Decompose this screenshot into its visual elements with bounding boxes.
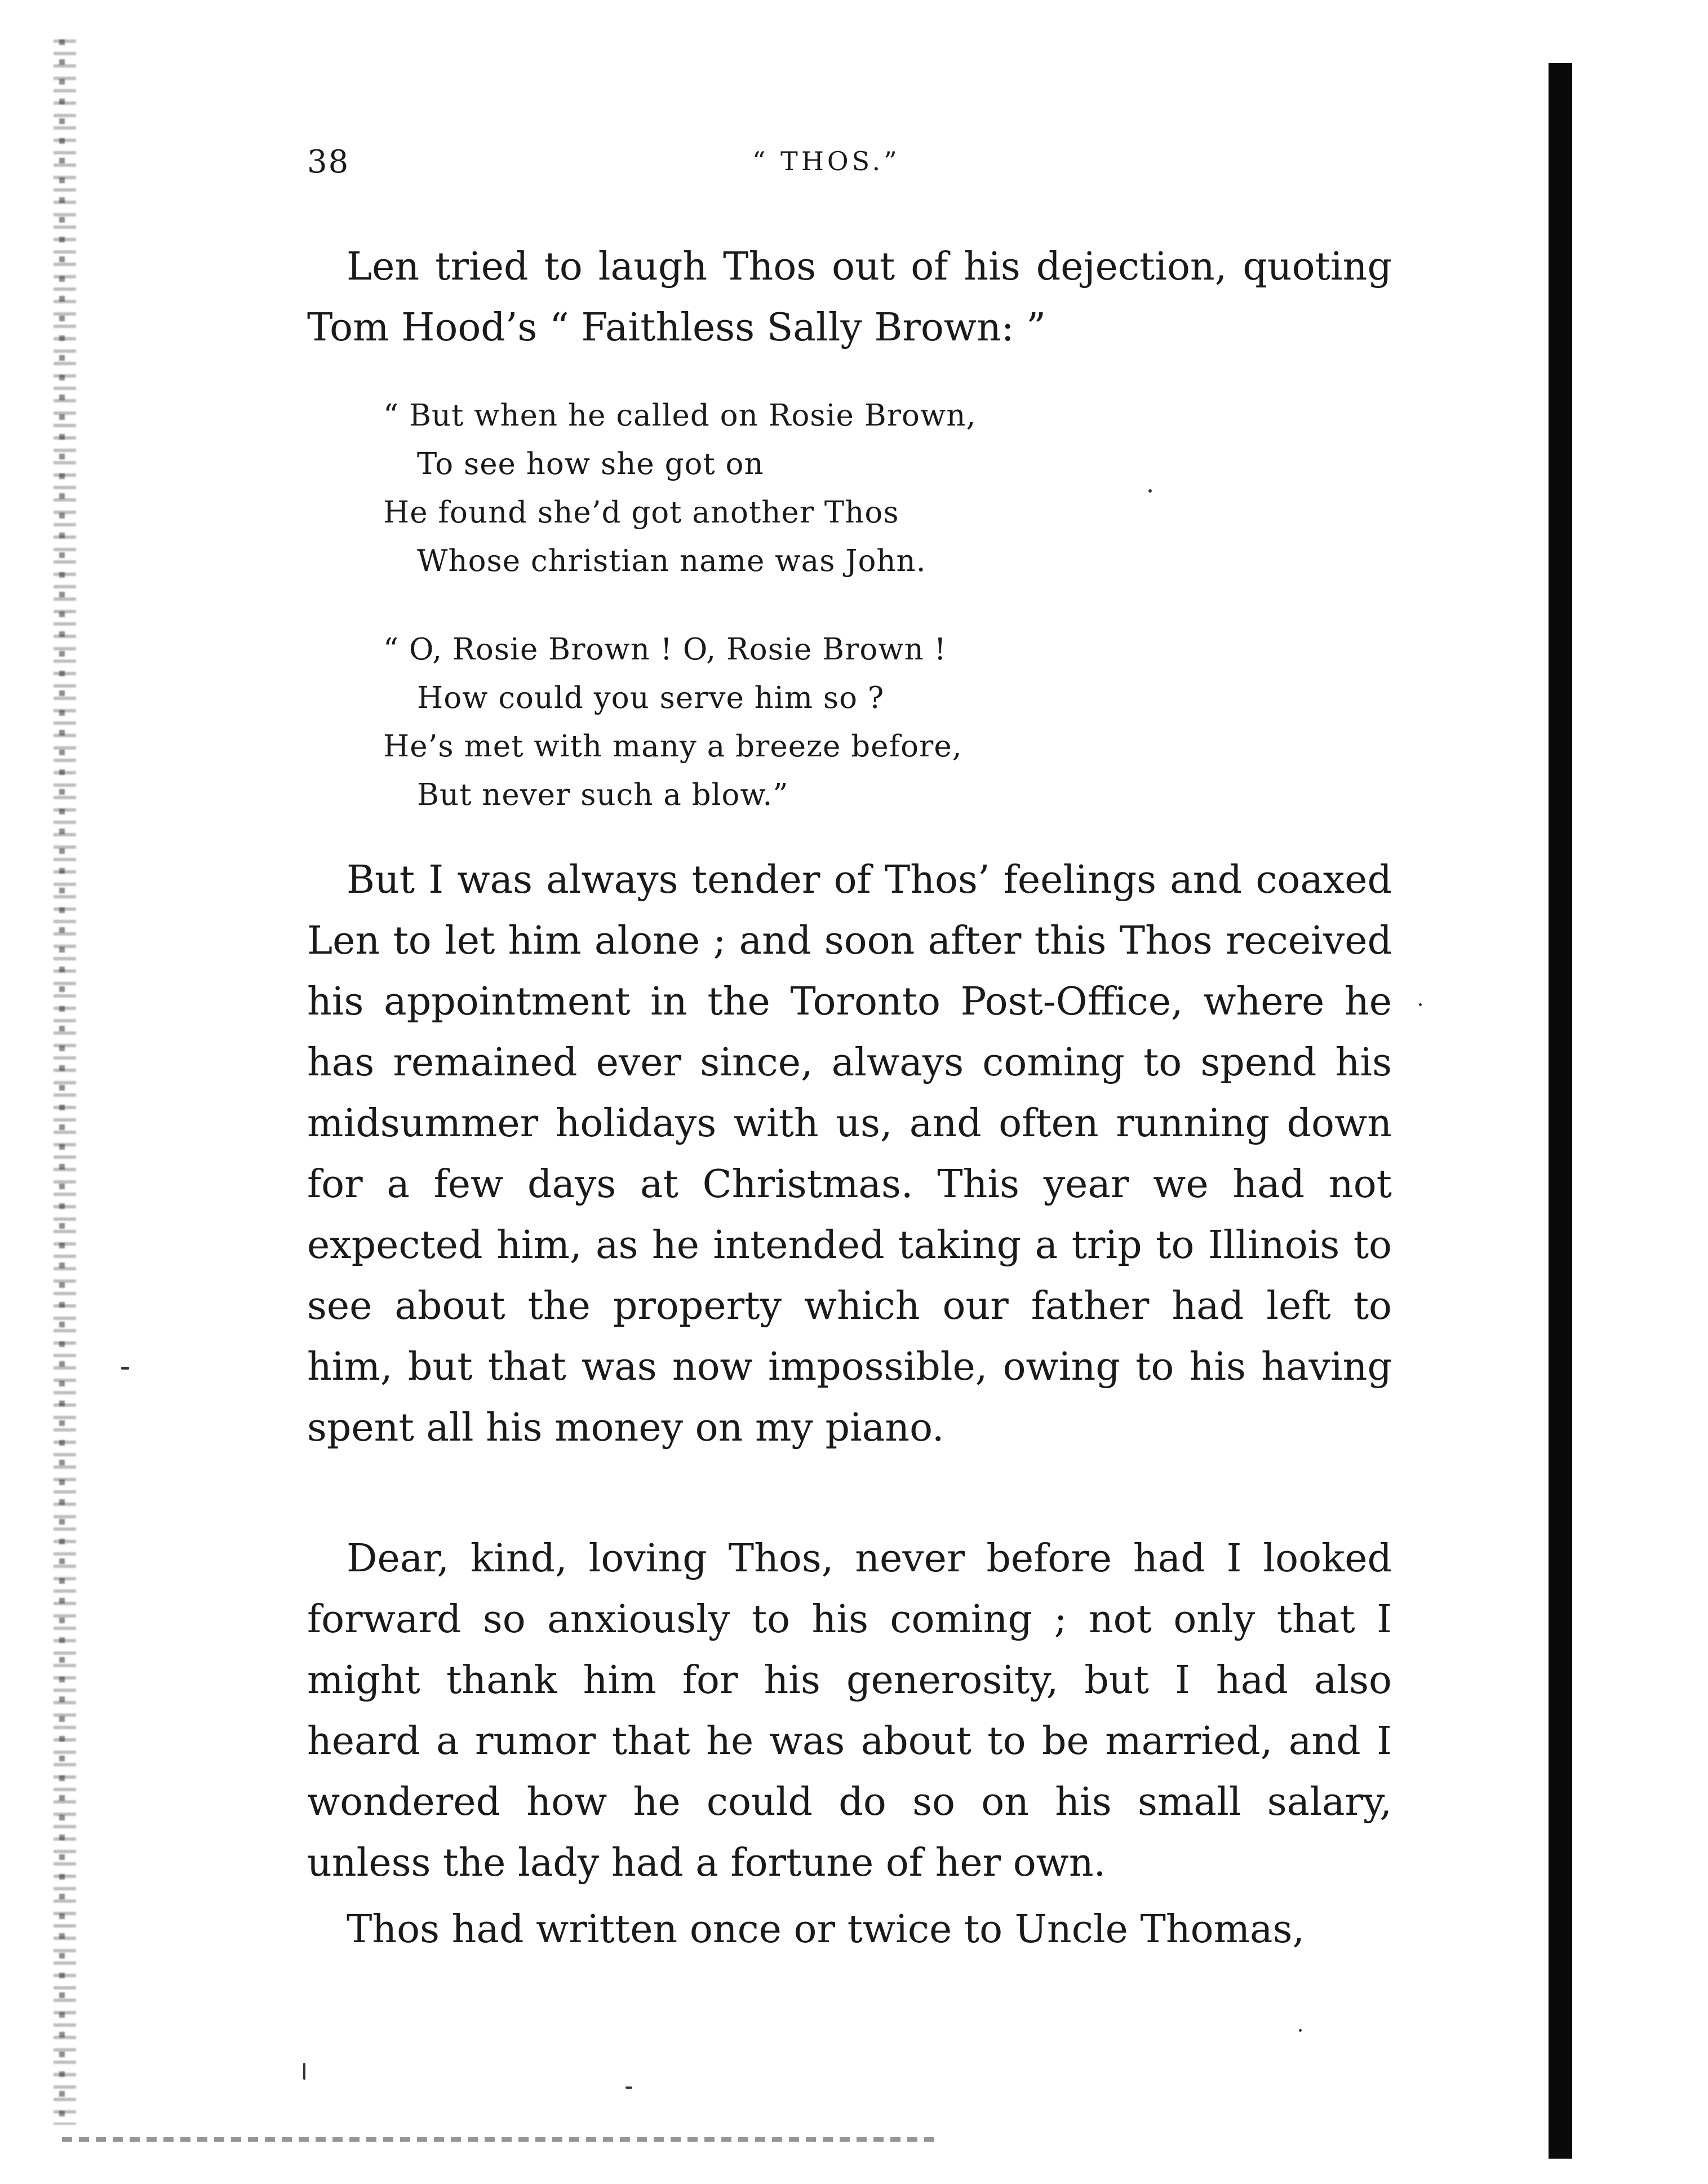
scan-speck: [1299, 2029, 1302, 2032]
final-paragraph: Thos had written once or twice to Uncle Thomas,: [347, 1907, 1305, 1952]
scan-speck: [121, 1367, 129, 1370]
poem-line: But never such a blow.”: [417, 778, 789, 812]
final-paragraph-block: [307, 1899, 1392, 1960]
left-binding-shadow: [59, 39, 65, 2125]
poem-line: “ O, Rosie Brown ! O, Rosie Brown !: [383, 632, 947, 667]
bottom-scan-edge: [62, 2137, 935, 2142]
poem-line: He found she’d got another Thos: [383, 495, 899, 530]
poem-line: How could you serve him so ?: [417, 681, 885, 715]
intro-paragraph-block: [307, 237, 1392, 358]
page-header: [307, 144, 1389, 194]
left-binding-edge: [54, 39, 76, 2125]
poem-line: Whose christian name was John.: [417, 544, 926, 578]
poem-line: To see how she got on: [417, 447, 764, 481]
scan-speck: [303, 2063, 305, 2080]
body-paragraph: But I was always tender of Thos’ feelings and coaxed Len to let him alone ; and soon after this Thos received his appointment in the Toronto Post-Office, where he has remained ever since, always coming to spend his midsummer holidays with us, and often running down for a few days at Christmas. This year we had not expected him, as he intended taking a trip to Illinois to see about the property which our father had left to him, but that was now impossible, owing to his having spent all his money on my piano.: [307, 858, 1392, 1450]
scan-speck: [625, 2086, 632, 2089]
running-title: “ THOS.”: [752, 146, 900, 176]
poem-line: “ But when he called on Rosie Brown,: [383, 398, 977, 433]
right-scan-border: [1549, 63, 1572, 2159]
dear-paragraph-block: [307, 1529, 1392, 1894]
scan-speck: [1148, 489, 1152, 493]
scan-speck: [1419, 1003, 1422, 1006]
dear-paragraph: Dear, kind, loving Thos, never before had I looked forward so anxiously to his coming ; not only that I might thank him for his generosity, but I had also heard a rumor that he was about to be married, and I wondered how he could do so on his small salary, unless the lady had a fortune of her own.: [307, 1536, 1392, 1885]
body-paragraph-block: [307, 850, 1392, 1459]
poem-stanza-2: [383, 626, 1172, 819]
page-number: 38: [307, 144, 350, 180]
poem-line: He’s met with many a breeze before,: [383, 729, 962, 764]
poem-stanza-1: [383, 392, 1172, 586]
intro-paragraph: Len tried to laugh Thos out of his dejection, quoting Tom Hood’s “ Faithless Sally Brown: ”: [307, 245, 1392, 350]
